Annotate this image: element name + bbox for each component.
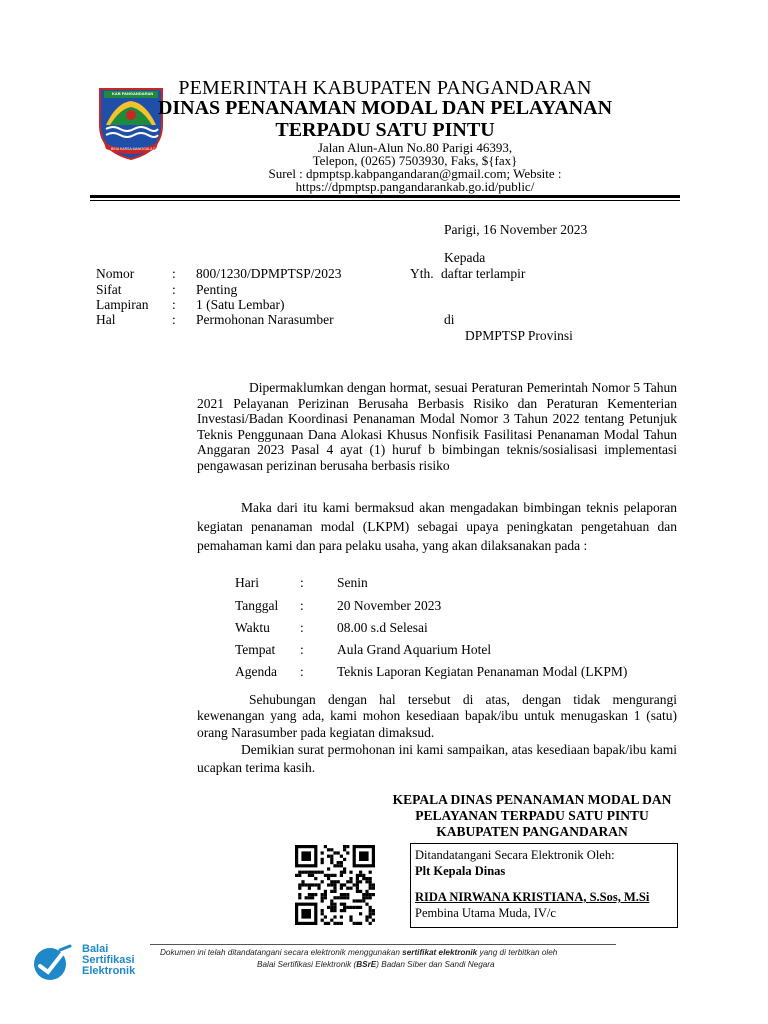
meta-value-hal: Permohonan Narasumber bbox=[196, 312, 334, 327]
footer-note-line2: Balai Sertifikasi Elektronik (BSrE) Badan Siber dan Sandi Negara bbox=[257, 960, 495, 969]
logo-motto-text: BINA KARSA MANGGALA DAYA bbox=[111, 147, 163, 151]
header-divider-thin bbox=[90, 200, 680, 201]
signatory-position: Plt Kepala Dinas bbox=[415, 864, 506, 878]
schedule-label-waktu: Waktu bbox=[235, 620, 270, 635]
schedule-colon: : bbox=[300, 642, 304, 657]
schedule-label-tanggal: Tanggal bbox=[235, 598, 279, 613]
signatory-name: RIDA NIRWANA KRISTIANA, S.Sos, M.Si bbox=[415, 890, 650, 904]
to-label: Kepada bbox=[444, 250, 486, 265]
signatory-title-line3: KABUPATEN PANGANDARAN bbox=[436, 824, 628, 839]
footer-divider bbox=[150, 944, 616, 945]
bsre-logo-icon bbox=[30, 942, 78, 982]
logo-top-text: KAB PANGANDARAN bbox=[112, 91, 154, 96]
schedule-label-agenda: Agenda bbox=[235, 664, 277, 679]
meta-label-lampiran: Lampiran bbox=[96, 297, 149, 312]
address: Jalan Alun-Alun No.80 Parigi 46393, bbox=[317, 140, 513, 155]
schedule-value-agenda: Teknis Laporan Kegiatan Penanaman Modal (LKPM) bbox=[337, 664, 628, 679]
bsre-name-line2: Sertifikasi bbox=[82, 954, 135, 966]
schedule-label-hari: Hari bbox=[235, 575, 259, 590]
meta-label-hal: Hal bbox=[96, 312, 116, 327]
meta-label-sifat: Sifat bbox=[96, 282, 122, 297]
di-label: di bbox=[444, 312, 455, 327]
meta-colon: : bbox=[172, 282, 176, 297]
body-paragraph-4: Demikian surat permohonan ini kami sampaikan, atas kesediaan bapak/ibu kami ucapkan terima kasih. bbox=[197, 742, 677, 775]
header-divider-thick bbox=[90, 195, 680, 198]
signed-by-label: Ditandatangani Secara Elektronik Oleh: bbox=[415, 848, 615, 862]
meta-value-nomor: 800/1230/DPMPTSP/2023 bbox=[196, 266, 342, 281]
bsre-name-line1: Balai bbox=[82, 943, 109, 955]
meta-label-nomor: Nomor bbox=[96, 266, 135, 281]
meta-colon: : bbox=[172, 266, 176, 281]
meta-value-sifat: Penting bbox=[196, 282, 238, 297]
recipient: daftar terlampir bbox=[441, 266, 526, 281]
government-name: PEMERINTAH KABUPATEN PANGANDARAN bbox=[178, 77, 592, 99]
schedule-label-tempat: Tempat bbox=[235, 642, 276, 657]
schedule-colon: : bbox=[300, 598, 304, 613]
schedule-colon: : bbox=[300, 620, 304, 635]
meta-value-lampiran: 1 (Satu Lembar) bbox=[196, 297, 285, 312]
schedule-value-tempat: Aula Grand Aquarium Hotel bbox=[337, 642, 492, 657]
schedule-colon: : bbox=[300, 575, 304, 590]
meta-colon: : bbox=[172, 297, 176, 312]
website-link[interactable]: https://dpmptsp.pangandarankab.go.id/public/ bbox=[295, 179, 535, 194]
bsre-name-line3: Elektronik bbox=[82, 965, 136, 977]
schedule-value-waktu: 08.00 s.d Selesai bbox=[337, 620, 428, 635]
body-paragraph-3: Sehubungan dengan hal tersebut di atas, dengan tidak mengurangi kewenangan yang ada, kami mohon kesediaan bapak/ibu untuk menugaskan 1 (satu) orang Narasumber pada kegiatan dimaksud. bbox=[197, 692, 677, 740]
signatory-title-line2: PELAYANAN TERPADU SATU PINTU bbox=[415, 808, 649, 823]
phone-fax: Telepon, (0265) 7503930, Faks, ${fax} bbox=[312, 153, 518, 168]
place-date: Parigi, 16 November 2023 bbox=[444, 222, 588, 237]
signatory-title-line1: KEPALA DINAS PENANAMAN MODAL DAN bbox=[392, 792, 672, 807]
footer-note-line1: Dokumen ini telah ditandatangani secara elektronik menggunakan sertifikat elektronik yang di terbitkan oleh bbox=[160, 948, 558, 957]
agency-name-line2: TERPADU SATU PINTU bbox=[275, 119, 495, 141]
e-signature-box bbox=[410, 843, 678, 928]
signatory-rank: Pembina Utama Muda, IV/c bbox=[415, 906, 556, 920]
meta-colon: : bbox=[172, 312, 176, 327]
agency-name-line1: DINAS PENANAMAN MODAL DAN PELAYANAN bbox=[157, 97, 613, 119]
yth-label: Yth. bbox=[410, 266, 434, 281]
schedule-value-hari: Senin bbox=[337, 575, 368, 590]
body-paragraph-2: Maka dari itu kami bermaksud akan mengadakan bimbingan teknis pelaporan kegiatan penanaman modal (LKPM) sebagai upaya peningkatan pengetahuan dan pemahaman kami dan para pelaku usaha, yang akan dilaksanakan pada : bbox=[197, 500, 677, 553]
schedule-value-tanggal: 20 November 2023 bbox=[337, 598, 442, 613]
schedule-colon: : bbox=[300, 664, 304, 679]
email-line: Surel : dpmptsp.kabpangandaran@gmail.com; Website : bbox=[268, 166, 562, 181]
qr-code bbox=[290, 845, 380, 925]
body-paragraph-1: Dipermaklumkan dengan hormat, sesuai Peraturan Pemerintah Nomor 5 Tahun 2021 Pelayanan Perizinan Berusaha Berbasis Risiko dan Peraturan Kementerian Investasi/Badan Koordinasi Penanaman Modal Nomor 3 Tahun 2022 tentang Petunjuk Teknis Penggunaan Dana Alokasi Khusus Nonfisik Fasilitasi Penanaman Modal Tahun Anggaran 2023 Pasal 4 ayat (1) huruf b bimbingan teknis/sosialisasi implementasi pengawasan perizinan berusaha berbasis risiko bbox=[197, 380, 677, 473]
recipient-location: DPMPTSP Provinsi bbox=[465, 328, 573, 343]
